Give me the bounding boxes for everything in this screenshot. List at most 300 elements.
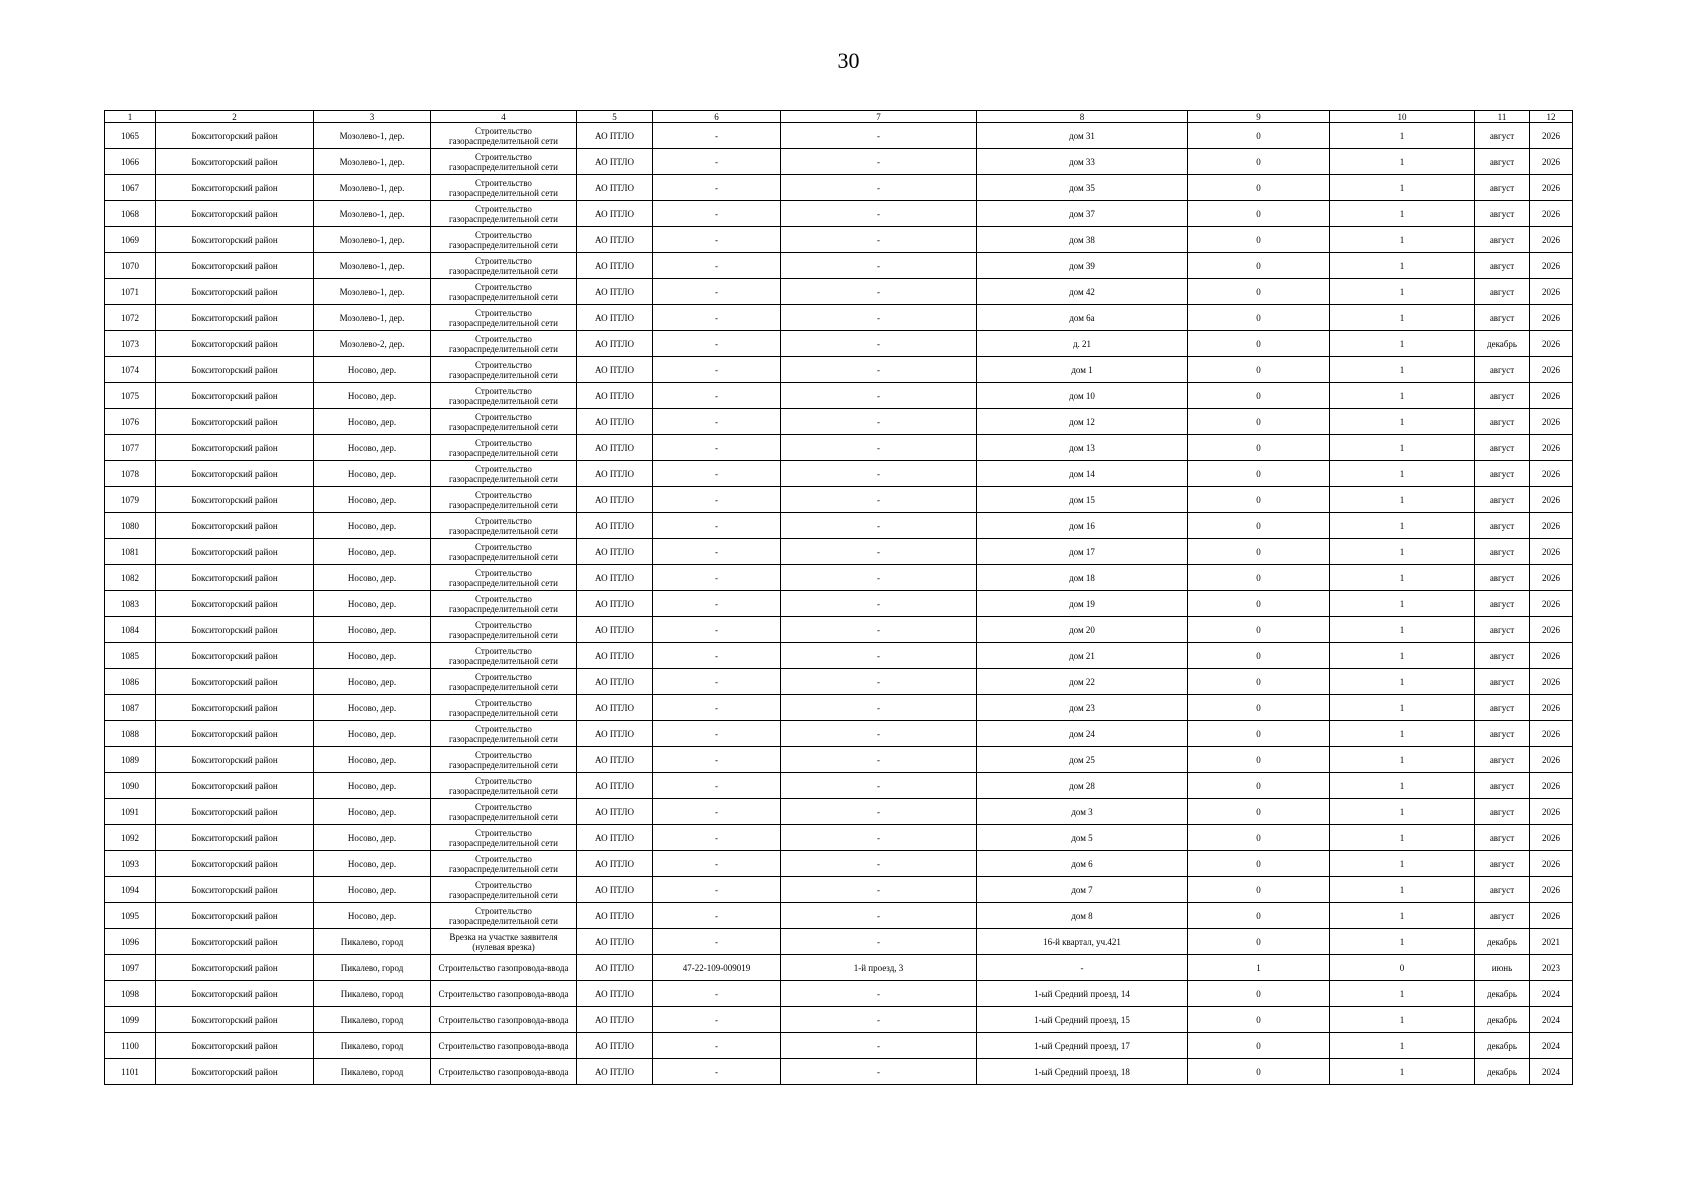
cell-col-1: 1070 [105,253,156,279]
cell-col-11: август [1475,409,1530,435]
cell-col-9: 0 [1188,877,1330,903]
cell-col-7: - [781,799,977,825]
cell-col-7: - [781,487,977,513]
cell-col-12: 2026 [1530,669,1573,695]
cell-col-7: - [781,825,977,851]
cell-col-2: Бокситогорский район [156,825,314,851]
cell-col-2: Бокситогорский район [156,487,314,513]
cell-col-8: дом 16 [977,513,1188,539]
cell-col-4: Строительство газораспределительной сети [431,305,577,331]
cell-col-6: - [653,123,781,149]
table-row [105,331,1573,357]
cell-col-3: Мозолево-1, дер. [314,279,431,305]
cell-col-6: - [653,721,781,747]
cell-col-9: 0 [1188,981,1330,1007]
table-row [105,539,1573,565]
data-table [104,110,1573,1085]
cell-col-7: 1-й проезд, 3 [781,955,977,981]
cell-col-4: Строительство газораспределительной сети [431,773,577,799]
cell-col-9: 0 [1188,409,1330,435]
cell-col-6: - [653,539,781,565]
cell-col-7: - [781,773,977,799]
cell-col-3: Носово, дер. [314,669,431,695]
cell-col-12: 2024 [1530,1007,1573,1033]
cell-col-5: АО ПТЛО [577,955,653,981]
cell-col-10: 1 [1330,383,1475,409]
cell-col-12: 2026 [1530,253,1573,279]
cell-col-7: - [781,435,977,461]
cell-col-5: АО ПТЛО [577,773,653,799]
cell-col-11: август [1475,201,1530,227]
cell-col-10: 1 [1330,513,1475,539]
cell-col-3: Носово, дер. [314,643,431,669]
cell-col-3: Носово, дер. [314,903,431,929]
cell-col-10: 1 [1330,305,1475,331]
cell-col-4: Строительство газораспределительной сети [431,487,577,513]
cell-col-6: - [653,279,781,305]
cell-col-3: Носово, дер. [314,487,431,513]
cell-col-7: - [781,617,977,643]
cell-col-3: Носово, дер. [314,435,431,461]
cell-col-5: АО ПТЛО [577,409,653,435]
column-number-3: 3 [314,111,431,123]
cell-col-2: Бокситогорский район [156,201,314,227]
cell-col-3: Пикалево, город [314,1007,431,1033]
cell-col-1: 1084 [105,617,156,643]
table-row [105,513,1573,539]
column-number-7: 7 [781,111,977,123]
cell-col-5: АО ПТЛО [577,513,653,539]
cell-col-12: 2026 [1530,305,1573,331]
cell-col-3: Носово, дер. [314,773,431,799]
cell-col-12: 2026 [1530,357,1573,383]
cell-col-4: Строительство газораспределительной сети [431,513,577,539]
cell-col-12: 2026 [1530,383,1573,409]
cell-col-9: 0 [1188,435,1330,461]
cell-col-9: 0 [1188,825,1330,851]
cell-col-12: 2026 [1530,149,1573,175]
cell-col-11: август [1475,695,1530,721]
cell-col-3: Носово, дер. [314,565,431,591]
table-row [105,201,1573,227]
cell-col-7: - [781,331,977,357]
cell-col-2: Бокситогорский район [156,513,314,539]
cell-col-11: декабрь [1475,981,1530,1007]
cell-col-11: август [1475,357,1530,383]
table-row [105,955,1573,981]
cell-col-5: АО ПТЛО [577,721,653,747]
cell-col-6: - [653,591,781,617]
cell-col-8: дом 20 [977,617,1188,643]
table-row [105,851,1573,877]
cell-col-8: дом 38 [977,227,1188,253]
cell-col-7: - [781,227,977,253]
cell-col-7: - [781,669,977,695]
cell-col-6: - [653,1033,781,1059]
cell-col-6: - [653,929,781,955]
cell-col-1: 1095 [105,903,156,929]
cell-col-1: 1093 [105,851,156,877]
cell-col-3: Носово, дер. [314,591,431,617]
cell-col-8: дом 6 [977,851,1188,877]
cell-col-10: 1 [1330,1033,1475,1059]
cell-col-1: 1074 [105,357,156,383]
cell-col-7: - [781,565,977,591]
cell-col-12: 2024 [1530,1059,1573,1085]
cell-col-3: Носово, дер. [314,461,431,487]
cell-col-9: 0 [1188,149,1330,175]
cell-col-4: Строительство газораспределительной сети [431,149,577,175]
cell-col-6: - [653,669,781,695]
cell-col-7: - [781,123,977,149]
cell-col-3: Мозолево-1, дер. [314,227,431,253]
cell-col-4: Строительство газораспределительной сети [431,825,577,851]
cell-col-4: Строительство газопровода-ввода [431,981,577,1007]
cell-col-11: август [1475,487,1530,513]
cell-col-8: дом 39 [977,253,1188,279]
cell-col-9: 0 [1188,773,1330,799]
cell-col-5: АО ПТЛО [577,461,653,487]
cell-col-11: август [1475,721,1530,747]
cell-col-12: 2026 [1530,851,1573,877]
cell-col-11: август [1475,227,1530,253]
cell-col-5: АО ПТЛО [577,227,653,253]
cell-col-5: АО ПТЛО [577,357,653,383]
cell-col-9: 0 [1188,643,1330,669]
table-row [105,227,1573,253]
cell-col-12: 2026 [1530,227,1573,253]
cell-col-2: Бокситогорский район [156,773,314,799]
cell-col-12: 2026 [1530,331,1573,357]
cell-col-6: - [653,357,781,383]
cell-col-5: АО ПТЛО [577,149,653,175]
cell-col-8: дом 28 [977,773,1188,799]
cell-col-9: 0 [1188,123,1330,149]
cell-col-9: 0 [1188,175,1330,201]
cell-col-8: дом 1 [977,357,1188,383]
cell-col-1: 1072 [105,305,156,331]
cell-col-4: Строительство газопровода-ввода [431,1059,577,1085]
cell-col-7: - [781,1059,977,1085]
cell-col-7: - [781,1033,977,1059]
cell-col-2: Бокситогорский район [156,695,314,721]
cell-col-4: Строительство газораспределительной сети [431,539,577,565]
cell-col-9: 0 [1188,669,1330,695]
cell-col-4: Строительство газораспределительной сети [431,591,577,617]
cell-col-6: - [653,747,781,773]
table-row [105,123,1573,149]
cell-col-8: дом 42 [977,279,1188,305]
cell-col-1: 1080 [105,513,156,539]
cell-col-8: дом 10 [977,383,1188,409]
cell-col-8: дом 23 [977,695,1188,721]
cell-col-9: 0 [1188,1007,1330,1033]
cell-col-7: - [781,1007,977,1033]
cell-col-7: - [781,539,977,565]
cell-col-9: 0 [1188,461,1330,487]
cell-col-2: Бокситогорский район [156,747,314,773]
cell-col-6: - [653,461,781,487]
cell-col-6: - [653,253,781,279]
cell-col-8: дом 6а [977,305,1188,331]
column-number-4: 4 [431,111,577,123]
cell-col-4: Строительство газопровода-ввода [431,1007,577,1033]
cell-col-7: - [781,357,977,383]
cell-col-10: 1 [1330,409,1475,435]
cell-col-7: - [781,591,977,617]
cell-col-5: АО ПТЛО [577,1033,653,1059]
cell-col-9: 0 [1188,851,1330,877]
cell-col-10: 1 [1330,227,1475,253]
cell-col-10: 1 [1330,123,1475,149]
cell-col-4: Строительство газораспределительной сети [431,227,577,253]
cell-col-4: Строительство газораспределительной сети [431,669,577,695]
cell-col-8: дом 37 [977,201,1188,227]
cell-col-11: август [1475,435,1530,461]
cell-col-2: Бокситогорский район [156,539,314,565]
cell-col-7: - [781,747,977,773]
cell-col-11: август [1475,383,1530,409]
cell-col-1: 1087 [105,695,156,721]
cell-col-4: Врезка на участке заявителя (нулевая врезка) [431,929,577,955]
cell-col-8: дом 8 [977,903,1188,929]
cell-col-5: АО ПТЛО [577,201,653,227]
table-row [105,279,1573,305]
cell-col-12: 2026 [1530,201,1573,227]
cell-col-8: дом 25 [977,747,1188,773]
column-number-9: 9 [1188,111,1330,123]
cell-col-10: 1 [1330,591,1475,617]
cell-col-12: 2024 [1530,1033,1573,1059]
cell-col-8: дом 31 [977,123,1188,149]
cell-col-8: дом 3 [977,799,1188,825]
cell-col-10: 1 [1330,487,1475,513]
cell-col-8: - [977,955,1188,981]
cell-col-3: Носово, дер. [314,721,431,747]
cell-col-11: август [1475,149,1530,175]
cell-col-2: Бокситогорский район [156,799,314,825]
cell-col-12: 2026 [1530,487,1573,513]
cell-col-8: дом 12 [977,409,1188,435]
table-row [105,383,1573,409]
cell-col-8: дом 19 [977,591,1188,617]
cell-col-11: август [1475,825,1530,851]
cell-col-8: дом 24 [977,721,1188,747]
cell-col-3: Пикалево, город [314,1059,431,1085]
cell-col-6: - [653,487,781,513]
cell-col-2: Бокситогорский район [156,357,314,383]
cell-col-1: 1097 [105,955,156,981]
cell-col-5: АО ПТЛО [577,669,653,695]
cell-col-2: Бокситогорский район [156,1059,314,1085]
cell-col-7: - [781,383,977,409]
cell-col-8: дом 7 [977,877,1188,903]
cell-col-2: Бокситогорский район [156,877,314,903]
cell-col-9: 0 [1188,279,1330,305]
cell-col-7: - [781,929,977,955]
column-number-1: 1 [105,111,156,123]
cell-col-9: 0 [1188,331,1330,357]
cell-col-2: Бокситогорский район [156,253,314,279]
cell-col-11: июнь [1475,955,1530,981]
cell-col-1: 1085 [105,643,156,669]
cell-col-8: 1-ый Средний проезд, 14 [977,981,1188,1007]
table-row [105,487,1573,513]
cell-col-10: 1 [1330,747,1475,773]
cell-col-7: - [781,253,977,279]
cell-col-6: - [653,617,781,643]
cell-col-5: АО ПТЛО [577,331,653,357]
cell-col-9: 0 [1188,591,1330,617]
cell-col-8: дом 35 [977,175,1188,201]
cell-col-10: 1 [1330,825,1475,851]
cell-col-6: - [653,981,781,1007]
cell-col-7: - [781,721,977,747]
cell-col-3: Носово, дер. [314,513,431,539]
cell-col-4: Строительство газораспределительной сети [431,175,577,201]
cell-col-7: - [781,851,977,877]
cell-col-2: Бокситогорский район [156,331,314,357]
cell-col-12: 2026 [1530,695,1573,721]
cell-col-12: 2026 [1530,825,1573,851]
table-row [105,1059,1573,1085]
cell-col-10: 1 [1330,695,1475,721]
column-number-row [105,111,1573,123]
cell-col-11: декабрь [1475,1007,1530,1033]
cell-col-3: Мозолево-1, дер. [314,175,431,201]
cell-col-4: Строительство газораспределительной сети [431,279,577,305]
cell-col-6: - [653,877,781,903]
cell-col-2: Бокситогорский район [156,123,314,149]
cell-col-2: Бокситогорский район [156,227,314,253]
cell-col-12: 2026 [1530,643,1573,669]
cell-col-3: Носово, дер. [314,877,431,903]
cell-col-9: 0 [1188,721,1330,747]
cell-col-4: Строительство газораспределительной сети [431,747,577,773]
cell-col-6: - [653,851,781,877]
cell-col-9: 0 [1188,617,1330,643]
table-row [105,825,1573,851]
cell-col-11: декабрь [1475,331,1530,357]
cell-col-3: Носово, дер. [314,357,431,383]
cell-col-4: Строительство газораспределительной сети [431,331,577,357]
table-row [105,929,1573,955]
cell-col-8: 16-й квартал, уч.421 [977,929,1188,955]
cell-col-12: 2026 [1530,279,1573,305]
cell-col-2: Бокситогорский район [156,1007,314,1033]
cell-col-10: 0 [1330,955,1475,981]
cell-col-10: 1 [1330,669,1475,695]
cell-col-7: - [781,513,977,539]
cell-col-4: Строительство газораспределительной сети [431,409,577,435]
cell-col-2: Бокситогорский район [156,929,314,955]
cell-col-7: - [781,877,977,903]
cell-col-1: 1077 [105,435,156,461]
cell-col-1: 1075 [105,383,156,409]
cell-col-11: декабрь [1475,1033,1530,1059]
cell-col-7: - [781,695,977,721]
cell-col-1: 1069 [105,227,156,253]
cell-col-1: 1086 [105,669,156,695]
cell-col-1: 1067 [105,175,156,201]
table-row [105,643,1573,669]
cell-col-12: 2026 [1530,773,1573,799]
cell-col-11: август [1475,747,1530,773]
cell-col-6: - [653,799,781,825]
cell-col-10: 1 [1330,279,1475,305]
cell-col-6: - [653,201,781,227]
cell-col-8: дом 21 [977,643,1188,669]
cell-col-9: 0 [1188,513,1330,539]
cell-col-10: 1 [1330,1059,1475,1085]
table-row [105,981,1573,1007]
cell-col-2: Бокситогорский район [156,175,314,201]
cell-col-6: 47-22-109-009019 [653,955,781,981]
cell-col-6: - [653,305,781,331]
cell-col-12: 2024 [1530,981,1573,1007]
table-row [105,617,1573,643]
cell-col-12: 2026 [1530,565,1573,591]
cell-col-2: Бокситогорский район [156,435,314,461]
cell-col-11: август [1475,799,1530,825]
cell-col-3: Мозолево-1, дер. [314,149,431,175]
cell-col-2: Бокситогорский район [156,279,314,305]
cell-col-11: август [1475,903,1530,929]
cell-col-5: АО ПТЛО [577,747,653,773]
cell-col-6: - [653,1007,781,1033]
cell-col-6: - [653,773,781,799]
cell-col-5: АО ПТЛО [577,539,653,565]
cell-col-11: август [1475,539,1530,565]
column-number-11: 11 [1475,111,1530,123]
cell-col-10: 1 [1330,643,1475,669]
cell-col-1: 1091 [105,799,156,825]
cell-col-2: Бокситогорский район [156,591,314,617]
cell-col-6: - [653,565,781,591]
cell-col-10: 1 [1330,929,1475,955]
table-row [105,461,1573,487]
cell-col-8: д. 21 [977,331,1188,357]
cell-col-4: Строительство газораспределительной сети [431,903,577,929]
cell-col-3: Пикалево, город [314,981,431,1007]
cell-col-4: Строительство газораспределительной сети [431,799,577,825]
cell-col-1: 1099 [105,1007,156,1033]
cell-col-2: Бокситогорский район [156,617,314,643]
table-row [105,253,1573,279]
table-row [105,695,1573,721]
cell-col-10: 1 [1330,539,1475,565]
cell-col-1: 1076 [105,409,156,435]
table-row [105,175,1573,201]
cell-col-11: август [1475,123,1530,149]
table-row [105,149,1573,175]
cell-col-2: Бокситогорский район [156,643,314,669]
cell-col-4: Строительство газораспределительной сети [431,201,577,227]
column-number-6: 6 [653,111,781,123]
cell-col-4: Строительство газораспределительной сети [431,695,577,721]
cell-col-3: Носово, дер. [314,409,431,435]
cell-col-6: - [653,513,781,539]
cell-col-8: дом 13 [977,435,1188,461]
table-row [105,565,1573,591]
cell-col-1: 1065 [105,123,156,149]
cell-col-5: АО ПТЛО [577,981,653,1007]
cell-col-5: АО ПТЛО [577,253,653,279]
cell-col-12: 2026 [1530,903,1573,929]
cell-col-10: 1 [1330,903,1475,929]
cell-col-1: 1081 [105,539,156,565]
table-row [105,903,1573,929]
